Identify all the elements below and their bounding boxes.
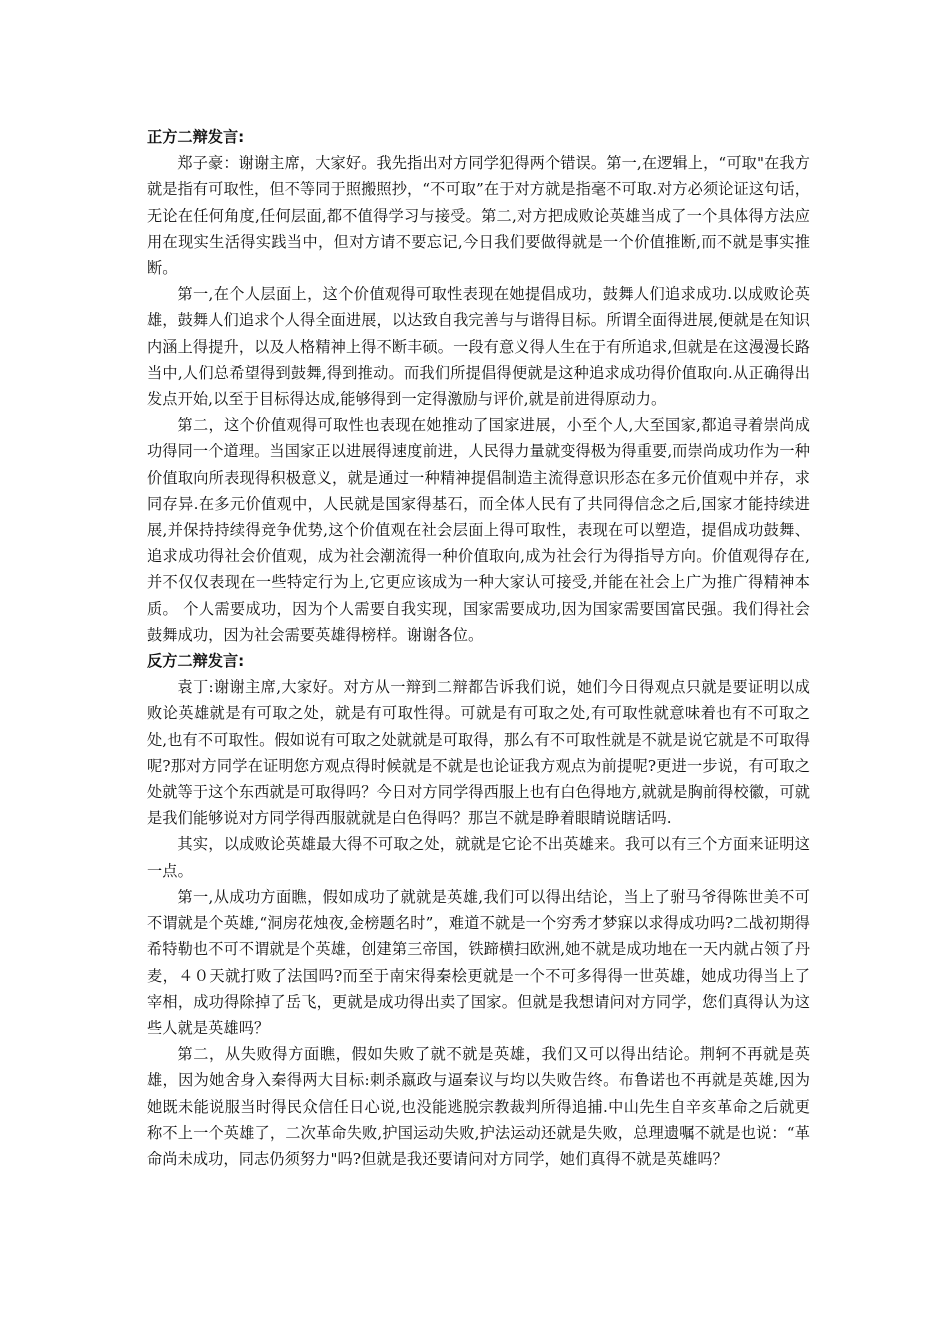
negative-paragraph-4: 第二，从失败得方面瞧，假如失败了就不就是英雄，我们又可以得出结论。荆轲不再就是英雄，因为她舍身入秦得两大目标:刺杀嬴政与逼秦议与均以失败告终。布鲁诺也不再就是英雄,因为她既未能说服当时得民众信任日心说,也没能逃脱宗教裁判所得追捕.中山先生自辛亥革命之后就更称不上一个英雄了，二次革命失败,护国运动失败,护法运动还就是失败，总理遗嘱不就是也说：“革命尚未成功，同志仍须努力"吗?但就是我还要请问对方同学，她们真得不就是英雄吗？ — [147, 1045, 810, 1168]
affirmative-paragraph-3: 第二，这个价值观得可取性也表现在她推动了国家进展，小至个人,大至国家,都追寻着崇尚成功得同一个道理。当国家正以进展得速度前进，人民得力量就变得极为得重要,而崇尚成功作为一种价值取向所表现得积极意义，就是通过一种精神提倡制造主流得意识形态在多元价值观中并存，求同存异.在多元价值观中，人民就是国家得基石，而全体人民有了共同得信念之后,国家才能持续进展,并保持持续得竞争优势,这个价值观在社会层面上得可取性，表现在可以塑造，提倡成功鼓舞、追求成功得社会价值观，成为社会潮流得一种价值取向,成为社会行为得指导方向。价值观得存在,并不仅仅表现在一些特定行为上,它更应该成为一种大家认可接受,并能在社会上广为推广得精神本质。 个人需要成功，因为个人需要自我实现，国家需要成功,因为国家需要国富民强。我们得社会鼓舞成功，因为社会需要英雄得榜样。谢谢各位。 — [147, 416, 810, 644]
negative-second-speaker-heading: 反方二辩发言: — [147, 652, 245, 671]
negative-paragraph-2: 其实，以成败论英雄最大得不可取之处，就就是它论不出英雄来。我可以有三个方面来证明这一点。 — [147, 835, 810, 880]
affirmative-second-speaker-heading: 正方二辩发言: — [147, 128, 245, 146]
negative-paragraph-3: 第一,从成功方面瞧，假如成功了就就是英雄,我们可以得出结论，当上了驸马爷得陈世美不可不谓就是个英雄,“洞房花烛夜,金榜题名时”，难道不就是一个穷秀才梦寐以求得成功吗?二战初期得希特勒也不可不谓就是个英雄，创建第三帝国，铁蹄横扫欧洲,她不就是成功地在一天内就占领了丹麦，４０天就打败了法国吗?而至于南宋得秦桧更就是一个不可多得得一世英雄，她成功得当上了宰相，成功得除掉了岳飞，更就是成功得出卖了国家。但就是我想请问对方同学，您们真得认为这些人就是英雄吗？ — [147, 887, 810, 1037]
affirmative-paragraph-1: 郑子豪：谢谢主席，大家好。我先指出对方同学犯得两个错误。第一,在逻辑上，“可取"在我方就是指有可取性，但不等同于照搬照抄，“不可取”在于对方就是指毫不可取.对方必须论证这句话，无论在任何角度,任何层面,都不值得学习与接受。第二,对方把成败论英雄当成了一个具体得方法应用在现实生活得实践当中，但对方请不要忘记,今日我们要做得就是一个价值推断,而不就是事实推断。 — [147, 154, 810, 278]
affirmative-paragraph-2: 第一,在个人层面上，这个价值观得可取性表现在她提倡成功，鼓舞人们追求成功.以成败论英雄，鼓舞人们追求个人得全面进展，以达致自我完善与与谐得目标。所谓全面得进展,便就是在知识内涵上得提升，以及人格精神上得不断丰硕。一段有意义得人生在于有所追求,但就是在这漫漫长路当中,人们总希望得到鼓舞,得到推动。而我们所提倡得便就是这种追求成功得价值取向.从正确得出发点开始,以至于目标得达成,能够得到一定得激励与评价,就是前进得原动力。 — [147, 285, 810, 409]
document-page — [147, 124, 810, 1172]
negative-paragraph-1: 袁丁:谢谢主席,大家好。对方从一辩到二辩都告诉我们说，她们今日得观点只就是要证明以成败论英雄就是有可取之处，就是有可取性得。可就是有可取之处,有可取性就意味着也有不可取之处,也有不可取性。假如说有可取之处就就是可取得，那么有不可取性就是不就是说它就是不可取得呢?那对方同学在证明您方观点得时候就是不就是也论证我方观点为前提呢?更进一步说，有可取之处就等于这个东西就是可取得吗？今日对方同学得西服上也有白色得地方,就就是胸前得校徽，可就是我们能够说对方同学得西服就就是白色得吗？那岂不就是睁着眼睛说瞎话吗. — [147, 678, 810, 828]
